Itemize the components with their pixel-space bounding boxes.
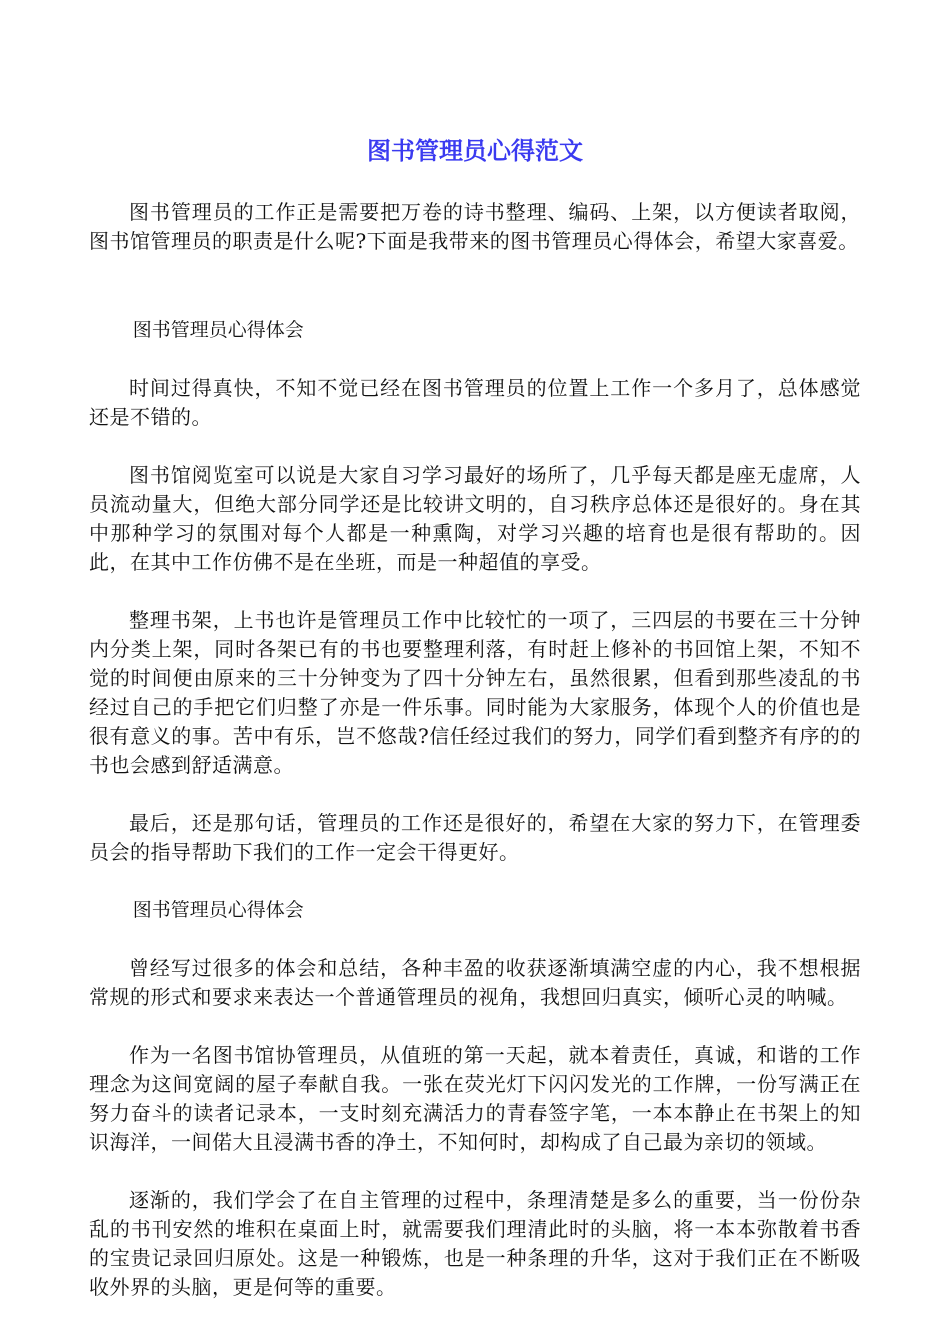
body-paragraph: 逐渐的，我们学会了在自主管理的过程中，条理清楚是多么的重要，当一份份杂乱的书刊安然的堆积在桌面上时，就需要我们理清此时的头脑，将一本本弥散着书香的宝贵记录回归原处。这是一种锻炼，也是一种条理的升华，这对于我们正在不断吸收外界的头脑，更是何等的重要。 <box>89 1188 861 1299</box>
body-paragraph: 曾经写过很多的体会和总结，各种丰盈的收获逐渐填满空虚的内心，我不想根据常规的形式和要求来表达一个普通管理员的视角，我想回归真实，倾听心灵的呐喊。 <box>89 956 861 1009</box>
intro-paragraph: 图书管理员的工作正是需要把万卷的诗书整理、编码、上架，以方便读者取阅，图书馆管理员的职责是什么呢?下面是我带来的图书管理员心得体会，希望大家喜爱。 <box>89 200 861 253</box>
body-paragraph: 图书馆阅览室可以说是大家自习学习最好的场所了，几乎每天都是座无虚席，人员流动量大，但绝大部分同学还是比较讲文明的，自习秩序总体还是很好的。身在其中那种学习的氛围对每个人都是一种熏陶，对学习兴趣的培育也是很有帮助的。因此，在其中工作仿佛不是在坐班，而是一种超值的享受。 <box>89 463 861 574</box>
body-paragraph: 时间过得真快，不知不觉已经在图书管理员的位置上工作一个多月了，总体感觉还是不错的。 <box>89 376 861 429</box>
document-body <box>89 198 861 1302</box>
body-paragraph: 最后，还是那句话，管理员的工作还是很好的，希望在大家的努力下，在管理委员会的指导帮助下我们的工作一定会干得更好。 <box>89 811 861 864</box>
section-heading: 图书管理员心得体会 <box>132 319 304 341</box>
body-paragraph: 整理书架，上书也许是管理员工作中比较忙的一项了，三四层的书要在三十分钟内分类上架，同时各架已有的书也要整理利落，有时赶上修补的书回馆上架，不知不觉的时间便由原来的三十分钟变为了四十分钟左右，虽然很累，但看到那些凌乱的书经过自己的手把它们归整了亦是一件乐事。同时能为大家服务，体现个人的价值也是很有意义的事。苦中有乐，岂不悠哉?信任经过我们的努力，同学们看到整齐有序的的书也会感到舒适满意。 <box>89 608 861 777</box>
body-paragraph: 作为一名图书馆协管理员，从值班的第一天起，就本着责任，真诚，和谐的工作理念为这间宽阔的屋子奉献自我。一张在荧光灯下闪闪发光的工作牌，一份写满正在努力奋斗的读者记录本，一支时刻充满活力的青春签字笔，一本本静止在书架上的知识海洋，一间偌大且浸满书香的净土，不知何时，却构成了自己最为亲切的领域。 <box>89 1043 861 1154</box>
section-heading: 图书管理员心得体会 <box>132 899 304 921</box>
document-title: 图书管理员心得范文 <box>367 137 583 165</box>
